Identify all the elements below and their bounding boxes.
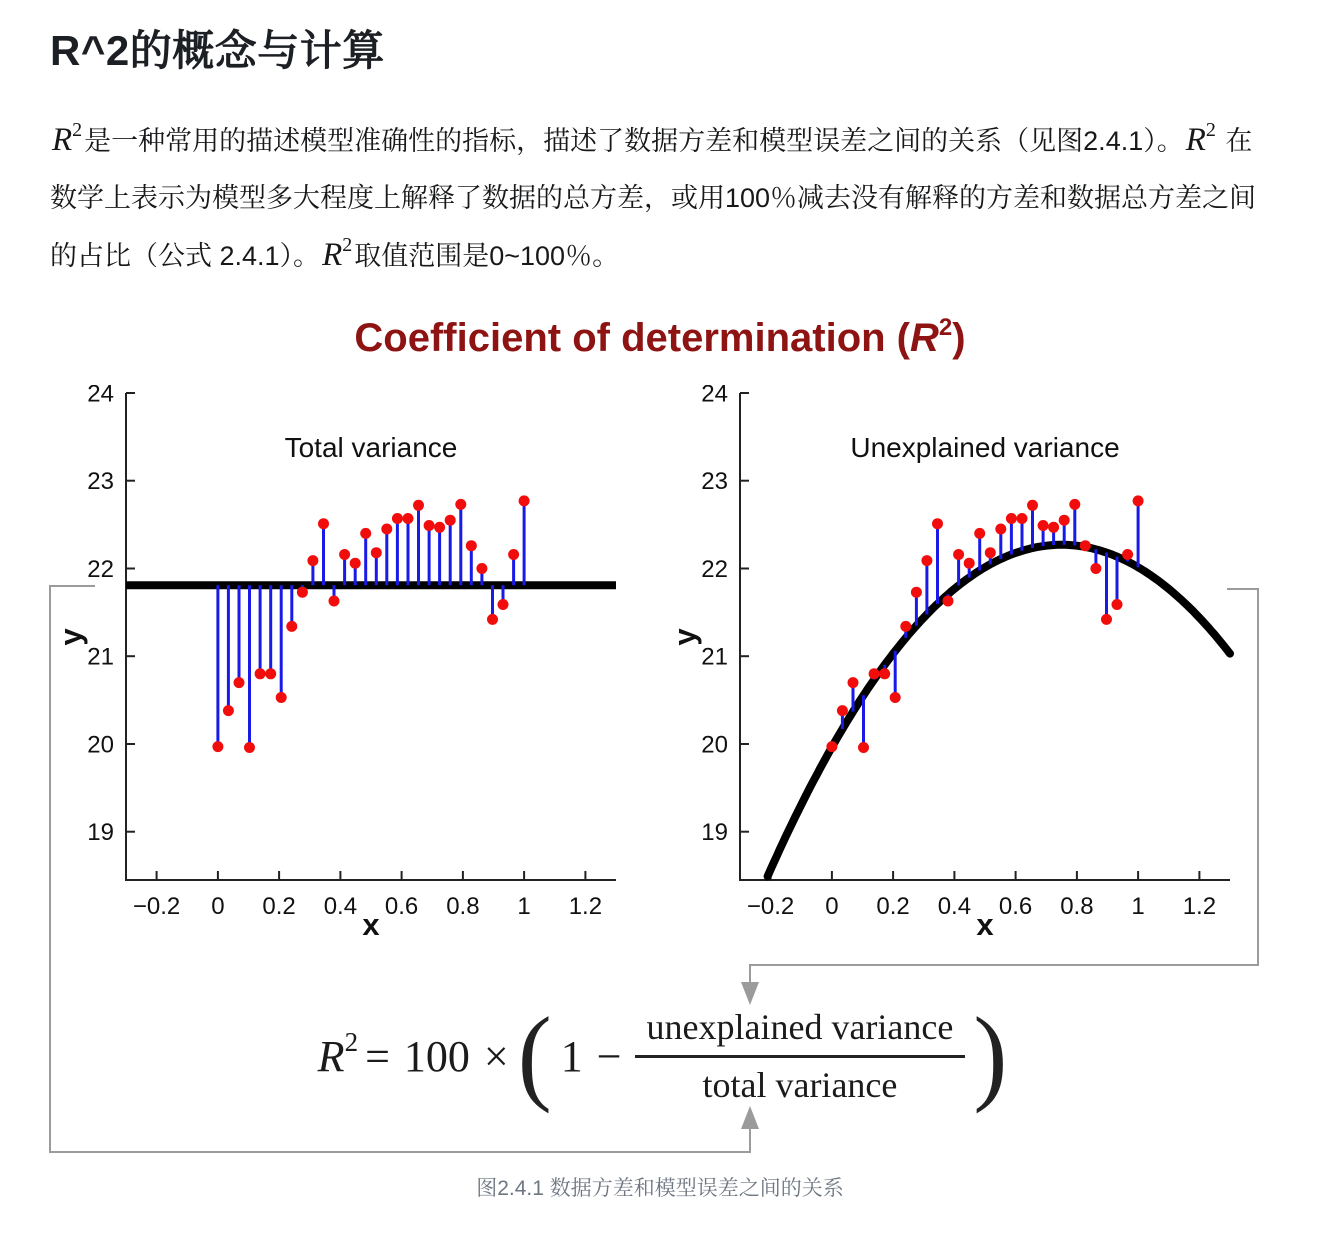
data-point-marker xyxy=(1059,515,1070,526)
y-tick-label: 19 xyxy=(87,819,114,847)
y-tick-label: 20 xyxy=(701,731,728,759)
data-point-marker xyxy=(985,547,996,558)
y-tick-label: 23 xyxy=(87,468,114,496)
figure-title-sup: 2 xyxy=(938,314,953,341)
x-tick-label: 0 xyxy=(211,893,225,920)
page-title: R^2的概念与计算 xyxy=(50,27,385,74)
data-point-marker xyxy=(1090,563,1101,574)
y-tick-label: 20 xyxy=(87,731,114,759)
figure-title xyxy=(0,316,1320,361)
data-point-marker xyxy=(1080,540,1091,551)
y-tick-label: 24 xyxy=(87,385,114,408)
x-tick-label: −0.2 xyxy=(132,893,181,920)
inline-math-R2: $R^2$ xyxy=(322,234,353,273)
data-point-marker xyxy=(360,528,371,539)
data-point-marker xyxy=(508,549,519,560)
x-tick-label: 0.6 xyxy=(384,893,419,920)
data-point-marker xyxy=(890,692,901,703)
data-point-marker xyxy=(434,522,445,533)
axis-spine xyxy=(740,393,1230,880)
data-point-marker xyxy=(371,547,382,558)
formula-denominator: total variance xyxy=(702,1064,898,1105)
data-point-marker xyxy=(995,524,1006,535)
data-point-marker xyxy=(350,558,361,569)
data-point-marker xyxy=(826,741,837,752)
data-point-marker xyxy=(932,518,943,529)
x-tick-label: −0.2 xyxy=(746,893,795,920)
total-variance-plot xyxy=(45,385,635,940)
formula-times: × xyxy=(483,1031,509,1081)
data-point-marker xyxy=(445,515,456,526)
x-tick-label: 1 xyxy=(517,893,531,920)
formula-numerator: unexplained variance xyxy=(635,1007,966,1057)
x-tick-label: 0.8 xyxy=(446,893,480,920)
data-point-marker xyxy=(519,495,530,506)
data-point-marker xyxy=(1038,520,1049,531)
data-point-marker xyxy=(244,742,255,753)
data-point-marker xyxy=(424,520,435,531)
r-squared-formula: $R^2$ = 100 × ( 1 − $\frac{\text{unexplained variance}}{\text{total variance}}$ ) xyxy=(317,996,1008,1115)
data-point-marker xyxy=(1017,513,1028,524)
plot-title: Unexplained variance xyxy=(850,432,1120,463)
data-point-marker xyxy=(297,587,308,598)
data-point-marker xyxy=(1122,549,1133,560)
data-point-marker xyxy=(1027,500,1038,511)
x-axis-label: x xyxy=(976,907,994,940)
data-point-marker xyxy=(329,596,340,607)
data-point-marker xyxy=(848,677,859,688)
y-tick-label: 23 xyxy=(701,468,728,496)
data-point-marker xyxy=(307,555,318,566)
y-axis-label: y xyxy=(667,628,702,646)
figure-title-prefix: Coefficient of determination ( xyxy=(354,316,910,360)
data-point-marker xyxy=(964,558,975,569)
data-point-marker xyxy=(1101,614,1112,625)
data-point-marker xyxy=(1112,599,1123,610)
x-tick-label: 0.4 xyxy=(937,893,972,920)
data-point-marker xyxy=(879,668,890,679)
data-point-marker xyxy=(223,705,234,716)
y-tick-label: 19 xyxy=(701,819,728,847)
data-point-marker xyxy=(837,705,848,716)
data-point-marker xyxy=(900,621,911,632)
x-tick-label: 1.2 xyxy=(1182,893,1217,920)
inline-math-R2: $R^2$ xyxy=(1185,119,1216,158)
plot-title: Total variance xyxy=(284,432,458,463)
formula-minus: − xyxy=(596,1031,622,1081)
data-point-marker xyxy=(392,513,403,524)
x-tick-label: 0 xyxy=(825,893,839,920)
y-tick-label: 24 xyxy=(701,385,728,408)
y-tick-label: 22 xyxy=(701,555,728,583)
unexplained-variance-plot xyxy=(659,385,1249,940)
data-point-marker xyxy=(276,692,287,703)
data-point-marker xyxy=(466,540,477,551)
formula-one: 1 xyxy=(560,1031,583,1081)
x-tick-label: 1 xyxy=(1131,893,1145,920)
axis-spine xyxy=(126,393,616,880)
data-point-marker xyxy=(487,614,498,625)
data-point-marker xyxy=(974,528,985,539)
y-tick-label: 21 xyxy=(701,643,728,671)
data-point-marker xyxy=(265,668,276,679)
data-point-marker xyxy=(921,555,932,566)
data-point-marker xyxy=(1069,499,1080,510)
data-point-marker xyxy=(1048,522,1059,533)
y-tick-label: 21 xyxy=(87,643,114,671)
data-point-marker xyxy=(858,742,869,753)
paragraph-text: 在数学上表示为模型多大程度上解释了数据的总方差，或用100％减去没有解释的方差和数据总方差之间的占比（公式 2.4.1）。 xyxy=(50,126,1257,271)
data-point-marker xyxy=(498,599,509,610)
data-point-marker xyxy=(212,741,223,752)
data-point-marker xyxy=(286,621,297,632)
formula-fraction xyxy=(635,1007,966,1105)
paragraph-text: 取值范围是0~100％。 xyxy=(354,241,620,271)
formula-R: $R^2$ xyxy=(317,1026,359,1081)
x-tick-label: 0.4 xyxy=(323,893,358,920)
paragraph-text: 是一种常用的描述模型准确性的指标，描述了数据方差和模型误差之间的关系（见图2.4.1）。 xyxy=(84,126,1184,156)
x-tick-label: 0.2 xyxy=(876,893,910,920)
data-point-marker xyxy=(1006,513,1017,524)
x-axis-label: x xyxy=(362,907,380,940)
data-point-marker xyxy=(953,549,964,560)
data-point-marker xyxy=(911,587,922,598)
x-tick-label: 1.2 xyxy=(568,893,603,920)
x-tick-label: 0.2 xyxy=(262,893,296,920)
data-point-marker xyxy=(1133,495,1144,506)
body-paragraph xyxy=(50,112,1278,285)
data-point-marker xyxy=(943,596,954,607)
y-axis-label: y xyxy=(53,628,88,646)
data-point-marker xyxy=(869,668,880,679)
figure-title-suffix: ) xyxy=(952,316,966,360)
formula-equals: = xyxy=(365,1031,390,1081)
data-point-marker xyxy=(476,563,487,574)
data-point-marker xyxy=(339,549,350,560)
x-tick-label: 0.6 xyxy=(998,893,1033,920)
x-tick-label: 0.8 xyxy=(1060,893,1094,920)
data-point-marker xyxy=(234,677,245,688)
data-point-marker xyxy=(413,500,424,511)
data-point-marker xyxy=(318,518,329,529)
y-tick-label: 22 xyxy=(87,555,114,583)
figure-title-R: R xyxy=(910,316,939,360)
formula-coefficient: 100 xyxy=(403,1031,470,1081)
inline-math-R2: $R^2$ xyxy=(52,119,83,158)
data-point-marker xyxy=(381,524,392,535)
figure-caption: 图2.4.1 数据方差和模型误差之间的关系 xyxy=(476,1177,844,1200)
data-point-marker xyxy=(403,513,414,524)
data-point-marker xyxy=(255,668,266,679)
data-point-marker xyxy=(455,499,466,510)
